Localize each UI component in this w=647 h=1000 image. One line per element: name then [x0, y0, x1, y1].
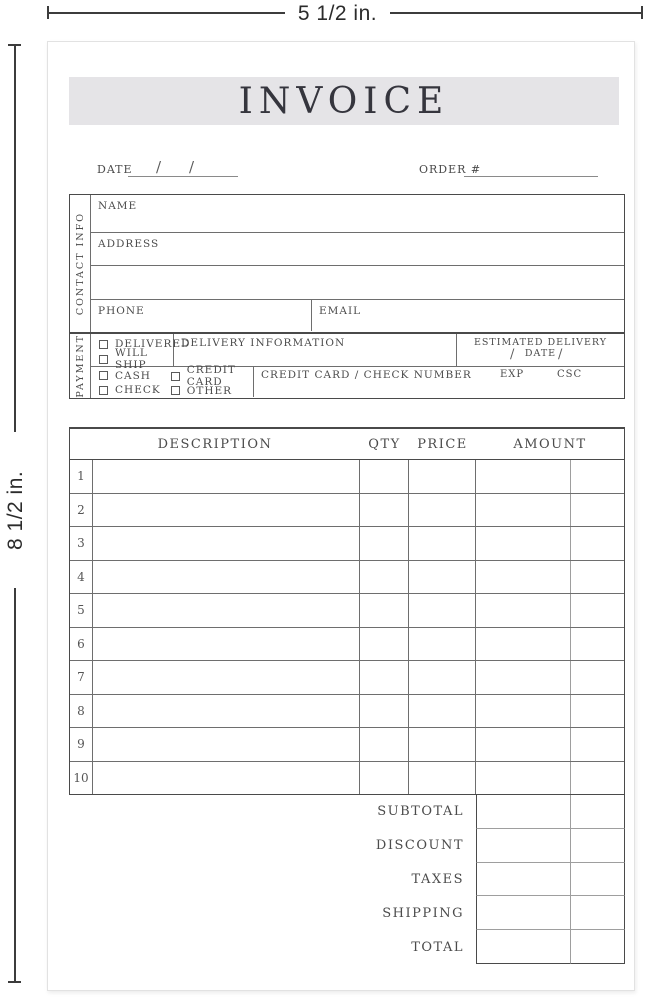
exp-label: EXP: [500, 369, 525, 380]
contact-info-section-label: CONTACT INFO: [74, 211, 86, 316]
address-row: [91, 233, 624, 266]
amount-cents-cell: [571, 594, 624, 627]
qty-cell: [360, 494, 409, 527]
credit-card-option: [171, 364, 253, 388]
height-dim-line-bottom: [14, 588, 16, 983]
qty-header: QTY: [368, 436, 401, 452]
delivery-row: [91, 334, 624, 371]
total-row: [69, 930, 625, 964]
amount-cents-cell: [571, 460, 624, 493]
payment-section: [69, 333, 625, 399]
amount-cents-cell: [571, 561, 624, 594]
order-number-field-line: [464, 163, 598, 177]
amount-cents-cell: [571, 661, 624, 694]
phone-label: PHONE: [98, 305, 145, 317]
row-number: 5: [70, 594, 93, 627]
amount-cents-cell: [571, 628, 624, 661]
description-header: DESCRIPTION: [157, 436, 273, 452]
row-number: 1: [70, 460, 93, 493]
amount-cell: [476, 527, 571, 560]
description-cell: [93, 594, 360, 627]
amount-cents-cell: [571, 527, 624, 560]
item-row-4: [70, 561, 624, 595]
discount-cents-cell: [571, 829, 625, 863]
item-row-3: [70, 527, 624, 561]
email-cell: [312, 300, 624, 331]
delivery-information-label: DELIVERY INFORMATION: [181, 337, 346, 349]
name-label: NAME: [98, 200, 138, 212]
csc-label: CSC: [557, 369, 583, 380]
phone-cell: [91, 300, 312, 331]
price-cell: [409, 460, 476, 493]
description-cell: [93, 661, 360, 694]
invoice-form: [47, 41, 635, 991]
row-number: 4: [70, 561, 93, 594]
price-cell: [409, 561, 476, 594]
item-row-6: [70, 628, 624, 662]
invoice-title-bar: [69, 77, 619, 125]
item-row-7: [70, 661, 624, 695]
description-cell: [93, 494, 360, 527]
total-amount-cell: [476, 930, 571, 964]
payment-method-checkboxes-cell: [91, 364, 254, 397]
cash-label: CASH: [115, 369, 151, 382]
delivery-information-cell: [174, 334, 457, 366]
date-label: DATE: [97, 163, 133, 176]
description-cell: [93, 728, 360, 761]
width-dim-label: 5 1/2 in.: [297, 2, 378, 25]
price-cell: [409, 494, 476, 527]
height-dim-label: 8 1/2 in.: [4, 470, 27, 550]
name-row: [91, 195, 624, 233]
items-table: [69, 427, 625, 795]
cash-checkbox: [99, 371, 108, 380]
shipping-label: SHIPPING: [382, 905, 464, 921]
price-cell: [409, 728, 476, 761]
qty-cell: [360, 762, 409, 795]
shipping-row: [69, 896, 625, 930]
qty-cell: [360, 695, 409, 728]
qty-cell: [360, 661, 409, 694]
amount-cents-cell: [571, 695, 624, 728]
qty-cell: [360, 594, 409, 627]
amount-cents-cell: [571, 728, 624, 761]
check-checkbox: [99, 386, 108, 395]
date-slash-1: /: [156, 158, 162, 176]
qty-cell: [360, 728, 409, 761]
will-ship-checkbox: [99, 355, 108, 364]
payment-side-column: [70, 334, 91, 398]
other-label: OTHER: [186, 384, 233, 397]
row-number: 9: [70, 728, 93, 761]
address-continuation-row: [91, 266, 624, 300]
item-row-2: [70, 494, 624, 528]
amount-header: AMOUNT: [513, 436, 587, 452]
qty-cell: [360, 460, 409, 493]
taxes-row: [69, 863, 625, 897]
amount-cents-cell: [571, 762, 624, 795]
price-header: PRICE: [417, 436, 468, 452]
width-dim-right-tick: [641, 6, 643, 19]
estimated-delivery-date-cell: [457, 334, 624, 366]
delivered-checkbox: [99, 340, 108, 349]
amount-cell: [476, 728, 571, 761]
address-label: ADDRESS: [98, 238, 160, 250]
credit-card-label: CREDIT CARD: [186, 364, 236, 388]
subtotal-label: SUBTOTAL: [377, 804, 464, 820]
row-number: 3: [70, 527, 93, 560]
price-cell: [409, 661, 476, 694]
estimated-delivery-date-label: ESTIMATED DELIVERY DATE: [473, 337, 608, 359]
amount-cell: [476, 762, 571, 795]
delivery-checkboxes-cell: [91, 334, 191, 371]
row-number: 8: [70, 695, 93, 728]
payment-section-label: PAYMENT: [74, 334, 86, 398]
shipping-amount-cell: [476, 896, 571, 930]
amount-cents-cell: [571, 494, 624, 527]
will-ship-option: [99, 347, 173, 371]
items-table-body: [70, 460, 624, 794]
date-slash-2: /: [189, 158, 195, 176]
order-number-label: ORDER #: [419, 163, 482, 176]
date-field-line: [128, 163, 238, 177]
row-number: 10: [70, 762, 93, 795]
cash-option: [99, 369, 161, 383]
payment-method-row: [91, 364, 624, 397]
taxes-cents-cell: [571, 863, 625, 897]
credit-other-group: [171, 364, 253, 397]
card-number-cell: [254, 367, 624, 397]
estimated-date-slash-2: /: [558, 347, 563, 362]
price-cell: [409, 762, 476, 795]
credit-card-checkbox: [171, 372, 180, 381]
row-number: 7: [70, 661, 93, 694]
amount-cell: [476, 628, 571, 661]
cash-check-group: [99, 369, 161, 397]
row-number: 6: [70, 628, 93, 661]
contact-info-side-column: [70, 195, 91, 332]
page-title: INVOICE: [238, 80, 450, 122]
height-dim-bottom-tick: [8, 981, 21, 983]
check-option: [99, 384, 161, 398]
amount-cell: [476, 561, 571, 594]
check-label: CHECK: [115, 384, 161, 397]
taxes-amount-cell: [476, 863, 571, 897]
amount-cell: [476, 594, 571, 627]
total-label: TOTAL: [411, 939, 464, 955]
item-row-8: [70, 695, 624, 729]
item-row-9: [70, 728, 624, 762]
subtotal-row: [69, 795, 625, 829]
price-cell: [409, 527, 476, 560]
card-number-label: CREDIT CARD / CHECK NUMBER: [261, 369, 472, 381]
description-cell: [93, 628, 360, 661]
delivered-label: DELIVERED: [115, 338, 191, 350]
discount-amount-cell: [476, 829, 571, 863]
amount-cell: [476, 661, 571, 694]
other-option: [171, 384, 253, 397]
qty-cell: [360, 628, 409, 661]
subtotal-amount-cell: [476, 795, 571, 829]
phone-email-row: [91, 300, 624, 331]
discount-row: [69, 829, 625, 863]
total-cents-cell: [571, 930, 625, 964]
width-dim-line-right: [390, 12, 642, 14]
estimated-date-slash-1: /: [510, 347, 515, 362]
height-dim-line-top: [14, 45, 16, 432]
qty-cell: [360, 561, 409, 594]
width-dim-line-left: [48, 12, 285, 14]
description-cell: [93, 460, 360, 493]
will-ship-label: WILL SHIP: [115, 347, 148, 371]
subtotal-cents-cell: [571, 795, 625, 829]
items-table-header: [70, 429, 624, 460]
description-cell: [93, 561, 360, 594]
amount-cell: [476, 494, 571, 527]
other-checkbox: [171, 386, 180, 395]
description-cell: [93, 527, 360, 560]
amount-cell: [476, 460, 571, 493]
contact-info-section: [69, 194, 625, 333]
item-row-10: [70, 762, 624, 795]
price-cell: [409, 695, 476, 728]
discount-label: DISCOUNT: [375, 838, 464, 854]
qty-cell: [360, 527, 409, 560]
description-cell: [93, 695, 360, 728]
shipping-cents-cell: [571, 896, 625, 930]
taxes-label: TAXES: [411, 871, 464, 887]
email-label: EMAIL: [319, 305, 362, 317]
price-cell: [409, 594, 476, 627]
item-row-5: [70, 594, 624, 628]
item-row-1: [70, 460, 624, 494]
amount-cell: [476, 695, 571, 728]
description-cell: [93, 762, 360, 795]
row-number: 2: [70, 494, 93, 527]
totals-section: [69, 795, 625, 964]
price-cell: [409, 628, 476, 661]
